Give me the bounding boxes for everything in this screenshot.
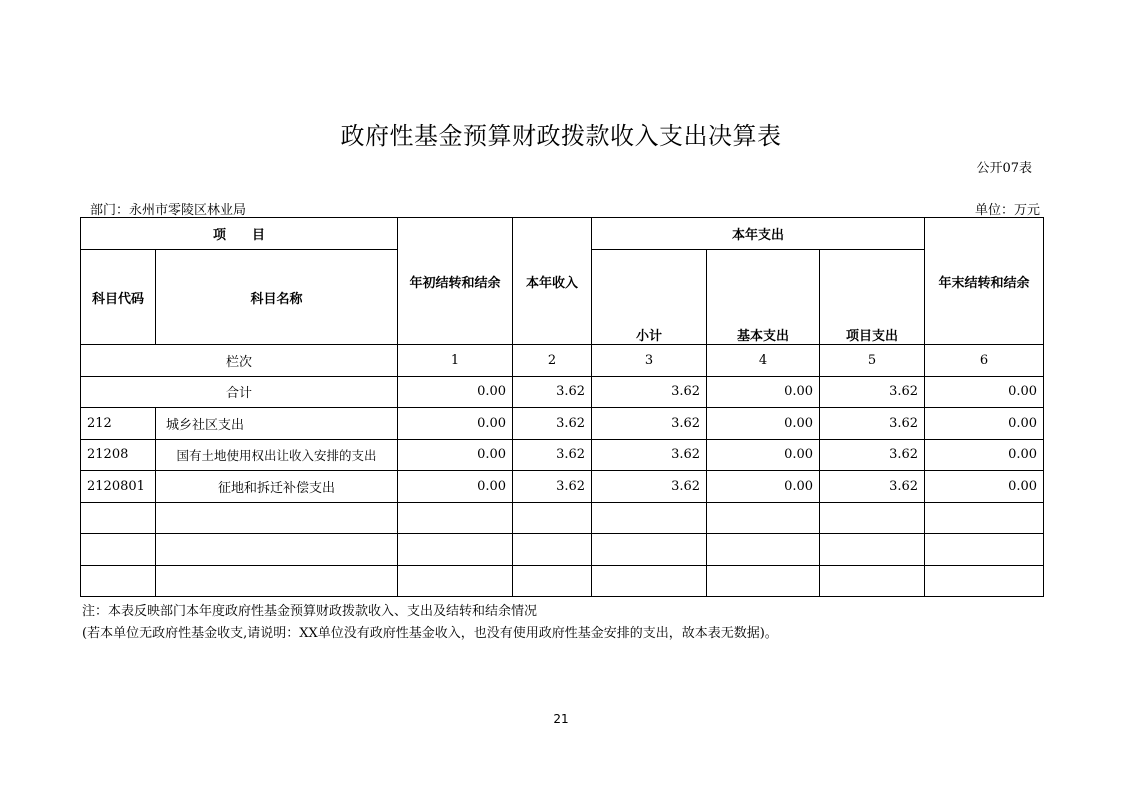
value-cell: 0.00 (707, 471, 820, 503)
subject-name: 城乡社区支出 (156, 408, 398, 440)
header-income: 本年收入 (513, 218, 592, 345)
column-index-cell: 4 (707, 345, 820, 377)
value-cell: 3.62 (820, 376, 925, 408)
column-index-label: 栏次 (81, 345, 398, 377)
value-cell: 0.00 (398, 471, 513, 503)
column-index-cell: 1 (398, 345, 513, 377)
column-index-cell: 3 (592, 345, 707, 377)
empty-row (81, 534, 1044, 566)
value-cell: 3.62 (820, 439, 925, 471)
column-index-row (81, 345, 1044, 377)
total-row (81, 376, 1044, 408)
value-cell: 0.00 (707, 439, 820, 471)
table-code: 公开07表 (976, 161, 1032, 176)
value-cell: 0.00 (925, 376, 1044, 408)
fund-budget-table (80, 217, 1044, 597)
header-project: 项目支出 (820, 250, 925, 345)
header-end-balance: 年末结转和结余 (925, 218, 1044, 345)
header-begin-balance: 年初结转和结余 (398, 218, 513, 345)
unit-label: 单位：万元 (974, 203, 1040, 218)
subject-name: 国有土地使用权出让收入安排的支出 (156, 439, 398, 471)
column-index-cell: 5 (820, 345, 925, 377)
column-index-cell: 6 (925, 345, 1044, 377)
value-cell: 0.00 (398, 376, 513, 408)
value-cell: 3.62 (592, 439, 707, 471)
table-row (81, 408, 1044, 440)
value-cell: 0.00 (925, 439, 1044, 471)
note-line-1: 注：本表反映部门本年度政府性基金预算财政拨款收入、支出及结转和结余情况 (82, 604, 538, 619)
header-name: 科目名称 (156, 250, 398, 345)
subject-code: 2120801 (81, 471, 156, 503)
value-cell: 0.00 (707, 376, 820, 408)
page-number: 21 (553, 712, 569, 726)
value-cell: 0.00 (398, 439, 513, 471)
header-basic: 基本支出 (707, 250, 820, 345)
header-code: 科目代码 (81, 250, 156, 345)
header-expense-group: 本年支出 (592, 218, 925, 250)
department-label: 部门：永州市零陵区林业局 (90, 203, 247, 218)
page-title: 政府性基金预算财政拨款收入支出决算表 (340, 122, 782, 150)
header-item: 项 目 (81, 218, 398, 250)
value-cell: 3.62 (513, 408, 592, 440)
header-subtotal: 小计 (592, 250, 707, 345)
note-line-2: (若本单位无政府性基金收支,请说明：XX单位没有政府性基金收入，也没有使用政府性基金安排的支出，故本表无数据)。 (82, 626, 778, 641)
total-label: 合计 (81, 376, 398, 408)
value-cell: 3.62 (513, 471, 592, 503)
table-row (81, 471, 1044, 503)
value-cell: 0.00 (707, 408, 820, 440)
subject-code: 212 (81, 408, 156, 440)
value-cell: 3.62 (592, 376, 707, 408)
value-cell: 0.00 (925, 408, 1044, 440)
empty-row (81, 565, 1044, 597)
table-row (81, 439, 1044, 471)
value-cell: 3.62 (513, 439, 592, 471)
empty-row (81, 502, 1044, 534)
subject-code: 21208 (81, 439, 156, 471)
subject-name: 征地和拆迁补偿支出 (156, 471, 398, 503)
column-index-cell: 2 (513, 345, 592, 377)
value-cell: 3.62 (820, 471, 925, 503)
value-cell: 3.62 (592, 471, 707, 503)
value-cell: 0.00 (398, 408, 513, 440)
value-cell: 3.62 (820, 408, 925, 440)
value-cell: 0.00 (925, 471, 1044, 503)
value-cell: 3.62 (513, 376, 592, 408)
value-cell: 3.62 (592, 408, 707, 440)
